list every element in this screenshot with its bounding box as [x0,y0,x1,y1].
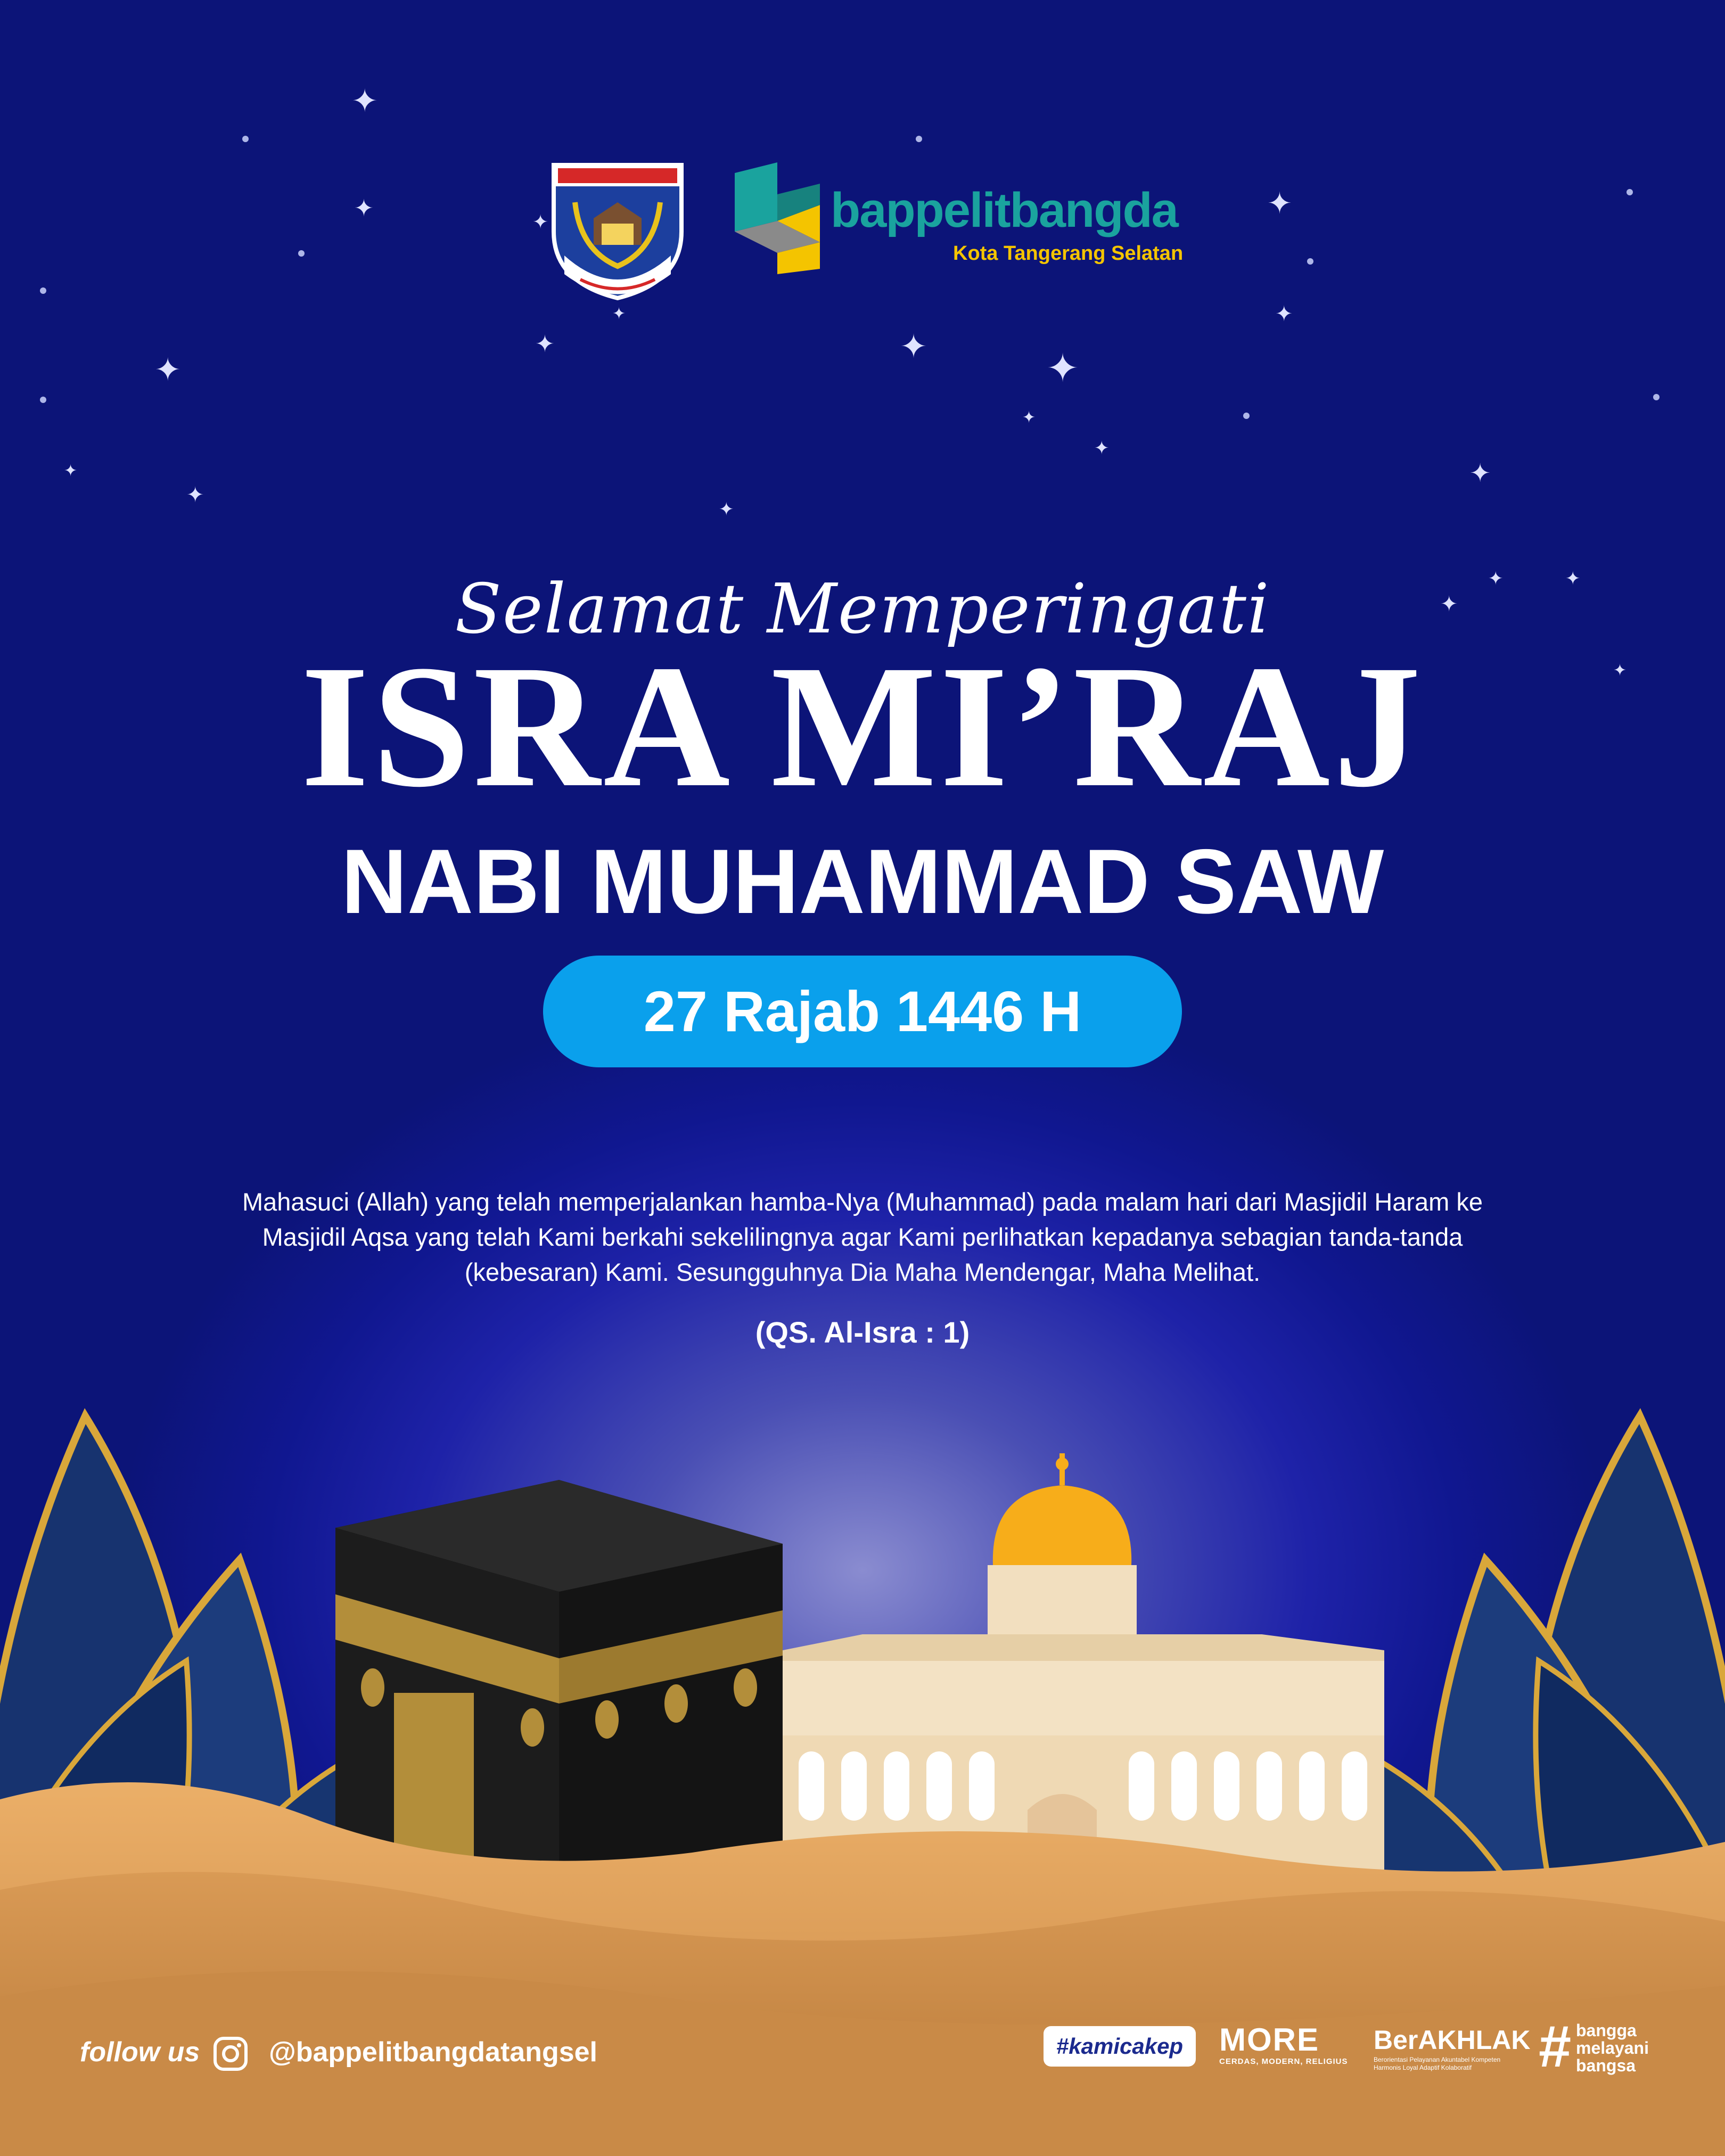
star-dot [1243,413,1250,419]
bangga-melayani-bangsa-badge [1539,2014,1656,2081]
city-crest-logo [543,144,692,303]
brand-subtitle: Kota Tangerang Selatan [953,242,1184,265]
star-icon: ✦ [1440,592,1458,616]
hashtag-icon: # [1539,2014,1572,2079]
kamicakep-text: #kamicakep [1056,2034,1184,2059]
star-icon: ✦ [154,351,182,389]
kamicakep-badge [1044,2026,1196,2067]
star-icon: ✦ [1469,458,1491,488]
star-icon: ✦ [532,211,549,233]
star-icon: ✦ [719,499,734,520]
bangga-line-1: bangga [1576,2021,1637,2040]
star-dot [298,250,305,257]
star-icon: ✦ [1046,345,1080,391]
star-dot [916,136,922,142]
star-dot [1627,189,1633,195]
star-dot [1307,258,1313,265]
berakhlak-title: BerAKHLAK [1374,2025,1531,2055]
star-icon: ✦ [1613,661,1627,680]
berakhlak-subtitle: Berorientasi Pelayanan Akuntabel Kompeten Harmonis Loyal Adaptif Kolaboratif [1374,2056,1501,2071]
star-dot [40,287,46,294]
verse-reference: (QS. Al-Isra : 1) [755,1315,970,1349]
bappelitbangda-logo [724,162,1187,274]
bangga-line-2: melayani [1576,2038,1649,2058]
star-dot [1653,394,1660,400]
star-icon: ✦ [1275,302,1293,326]
follow-us-label: follow us [80,2037,200,2068]
star-dot [40,397,46,403]
dome-of-the-rock [783,1453,1384,1874]
berakhlak-badge [1374,2024,1531,2077]
bangga-words [1576,2022,1649,2075]
date-badge [543,956,1182,1067]
main-title: ISRA MI’RAJ [300,629,1425,824]
brand-mark-icon [724,162,831,274]
star-dot [242,136,249,142]
instagram-icon[interactable] [213,2036,248,2071]
star-icon: ✦ [351,83,379,120]
star-icon: ✦ [1565,568,1581,589]
bangga-line-3: bangsa [1576,2056,1636,2075]
instagram-handle-link[interactable]: @bappelitbangdatangsel [269,2037,597,2068]
star-icon: ✦ [64,462,78,480]
star-icon: ✦ [1488,568,1504,589]
star-icon: ✦ [900,327,927,366]
star-icon: ✦ [535,331,555,358]
more-subtitle: CERDAS, MODERN, RELIGIUS [1219,2057,1348,2066]
sub-title: NABI MUHAMMAD SAW [341,830,1384,933]
more-title: MORE [1219,2022,1319,2058]
greeting-script: Selamat Memperingati [455,570,1270,649]
star-icon: ✦ [354,195,374,222]
more-badge [1219,2023,1358,2076]
date-text: 27 Rajab 1446 H [643,979,1082,1043]
star-icon: ✦ [1094,438,1110,459]
verse-text: Mahasuci (Allah) yang telah memperjalankan hamba-Nya (Muhammad) pada malam hari dari Masjidil Haram ke Masjidil Aqsa yang telah Kami berkahi sekelilingnya agar Kami perlihatkan kepadanya sebagian tanda-tanda (kebesaran) Kami. Sesungguhnya Dia Maha Mendengar, Maha Melihat. [242,1188,1483,1286]
star-icon: ✦ [1022,408,1036,427]
star-icon: ✦ [1267,186,1292,221]
star-icon: ✦ [612,305,626,323]
brand-name: bappelitbangda [831,183,1178,237]
star-icon: ✦ [186,483,204,507]
